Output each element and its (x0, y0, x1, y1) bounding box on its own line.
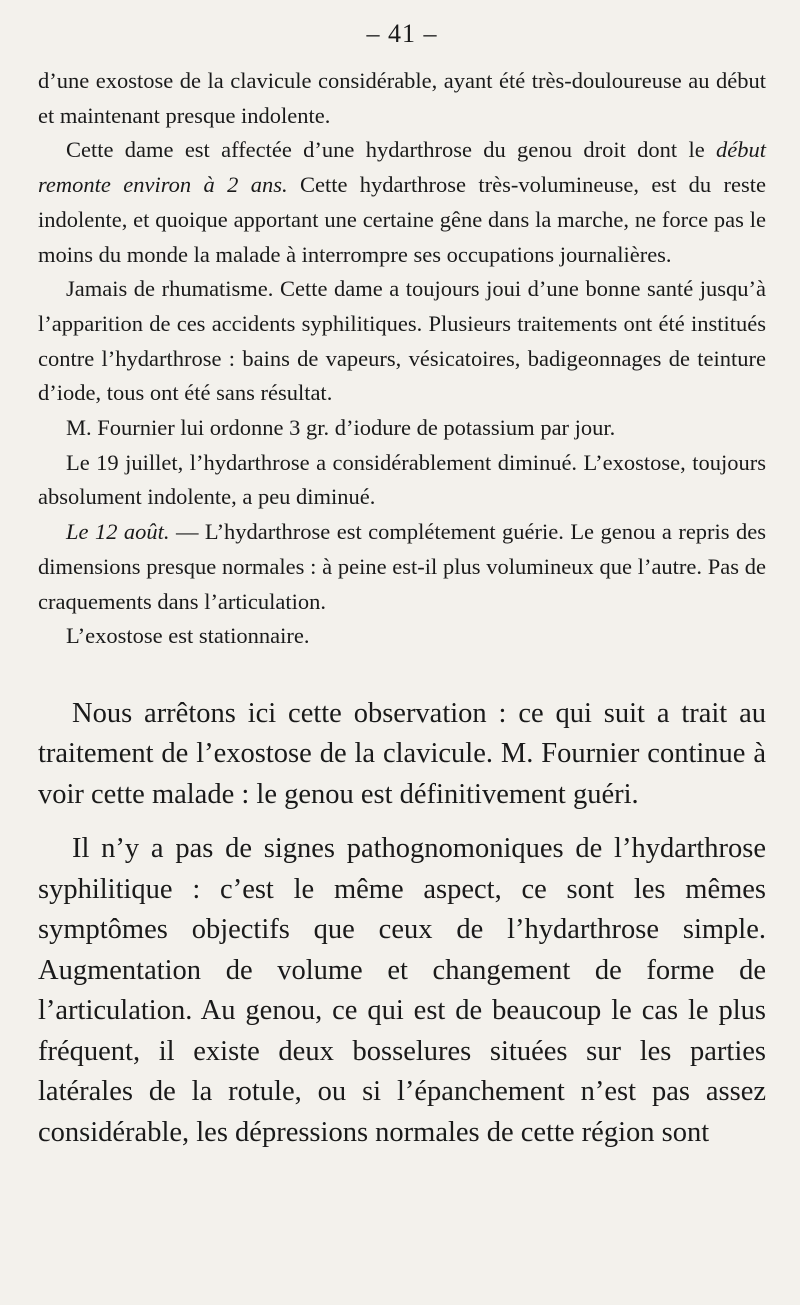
body-paragraph-2: Il n’y a pas de signes pathognomoniques de l’hydarthrose syphilitique : c’est le même aspect, ce sont les mêmes symptômes objectifs que ceux de l’hydarthrose simple. Augmentation de volume et changement de forme de l’articulation. Au genou, ce qui est de beaucoup le cas le plus fréquent, il existe deux bosselures situées sur les parties latérales de la rotule, ou si l’épanchement n’est pas assez considérable, les dépressions normales de cette région sont (38, 833, 766, 1148)
paragraph-2-text-after: Cette hydarthrose très-volumineuse, est du reste indolente, et quoique apportant une certaine gêne dans la marche, ne force pas le moins du monde la malade à interrompre ses occupations journalières. (38, 172, 766, 267)
observation-paragraph-1: d’une exostose de la clavicule considérable, ayant été très-douloureuse au début et maintenant presque indolente. (38, 68, 766, 128)
paragraph-6-italic: Le 12 août. (66, 519, 170, 545)
observation-paragraph-4: M. Fournier lui ordonne 3 gr. d’iodure de potassium par jour. (66, 415, 616, 441)
body-section (38, 694, 766, 1154)
paragraph-2-italic: début remonte environ à 2 ans. (38, 137, 766, 198)
observation-paragraph-3: Jamais de rhumatisme. Cette dame a toujours joui d’une bonne santé jusqu’à l’apparition de ces accidents syphilitiques. Plusieurs traitements ont été institués contre l’hydarthrose : bains de vapeurs, vésicatoires, badigeonnages de teinture d’iode, tous ont été sans résultat. (38, 276, 766, 406)
document-page (38, 18, 766, 1153)
observation-paragraph-7: L’exostose est stationnaire. (66, 623, 310, 649)
paragraph-2-text-before: Cette dame est affectée d’une hydarthrose du genou droit dont le (66, 137, 716, 163)
observation-paragraph-5: Le 19 juillet, l’hydarthrose a considérablement diminué. L’exostose, toujours absolument indolente, a peu diminué. (38, 449, 766, 510)
observation-paragraph-2 (38, 133, 766, 272)
body-paragraph-1: Nous arrêtons ici cette observation : ce qui suit a trait au traitement de l’exostose de la clavicule. M. Fournier continue à voir cette malade : le genou est définitivement guéri. (38, 697, 766, 810)
page-number: – 41 – (366, 19, 438, 48)
observation-paragraph-6 (38, 515, 766, 619)
observation-section (38, 64, 766, 654)
paragraph-6-text-after: — L’hydarthrose est complétement guérie. Le genou a repris des dimensions presque normales : à peine est-il plus volumineux que l’autre. Pas de craquements dans l’articulation. (38, 519, 766, 614)
